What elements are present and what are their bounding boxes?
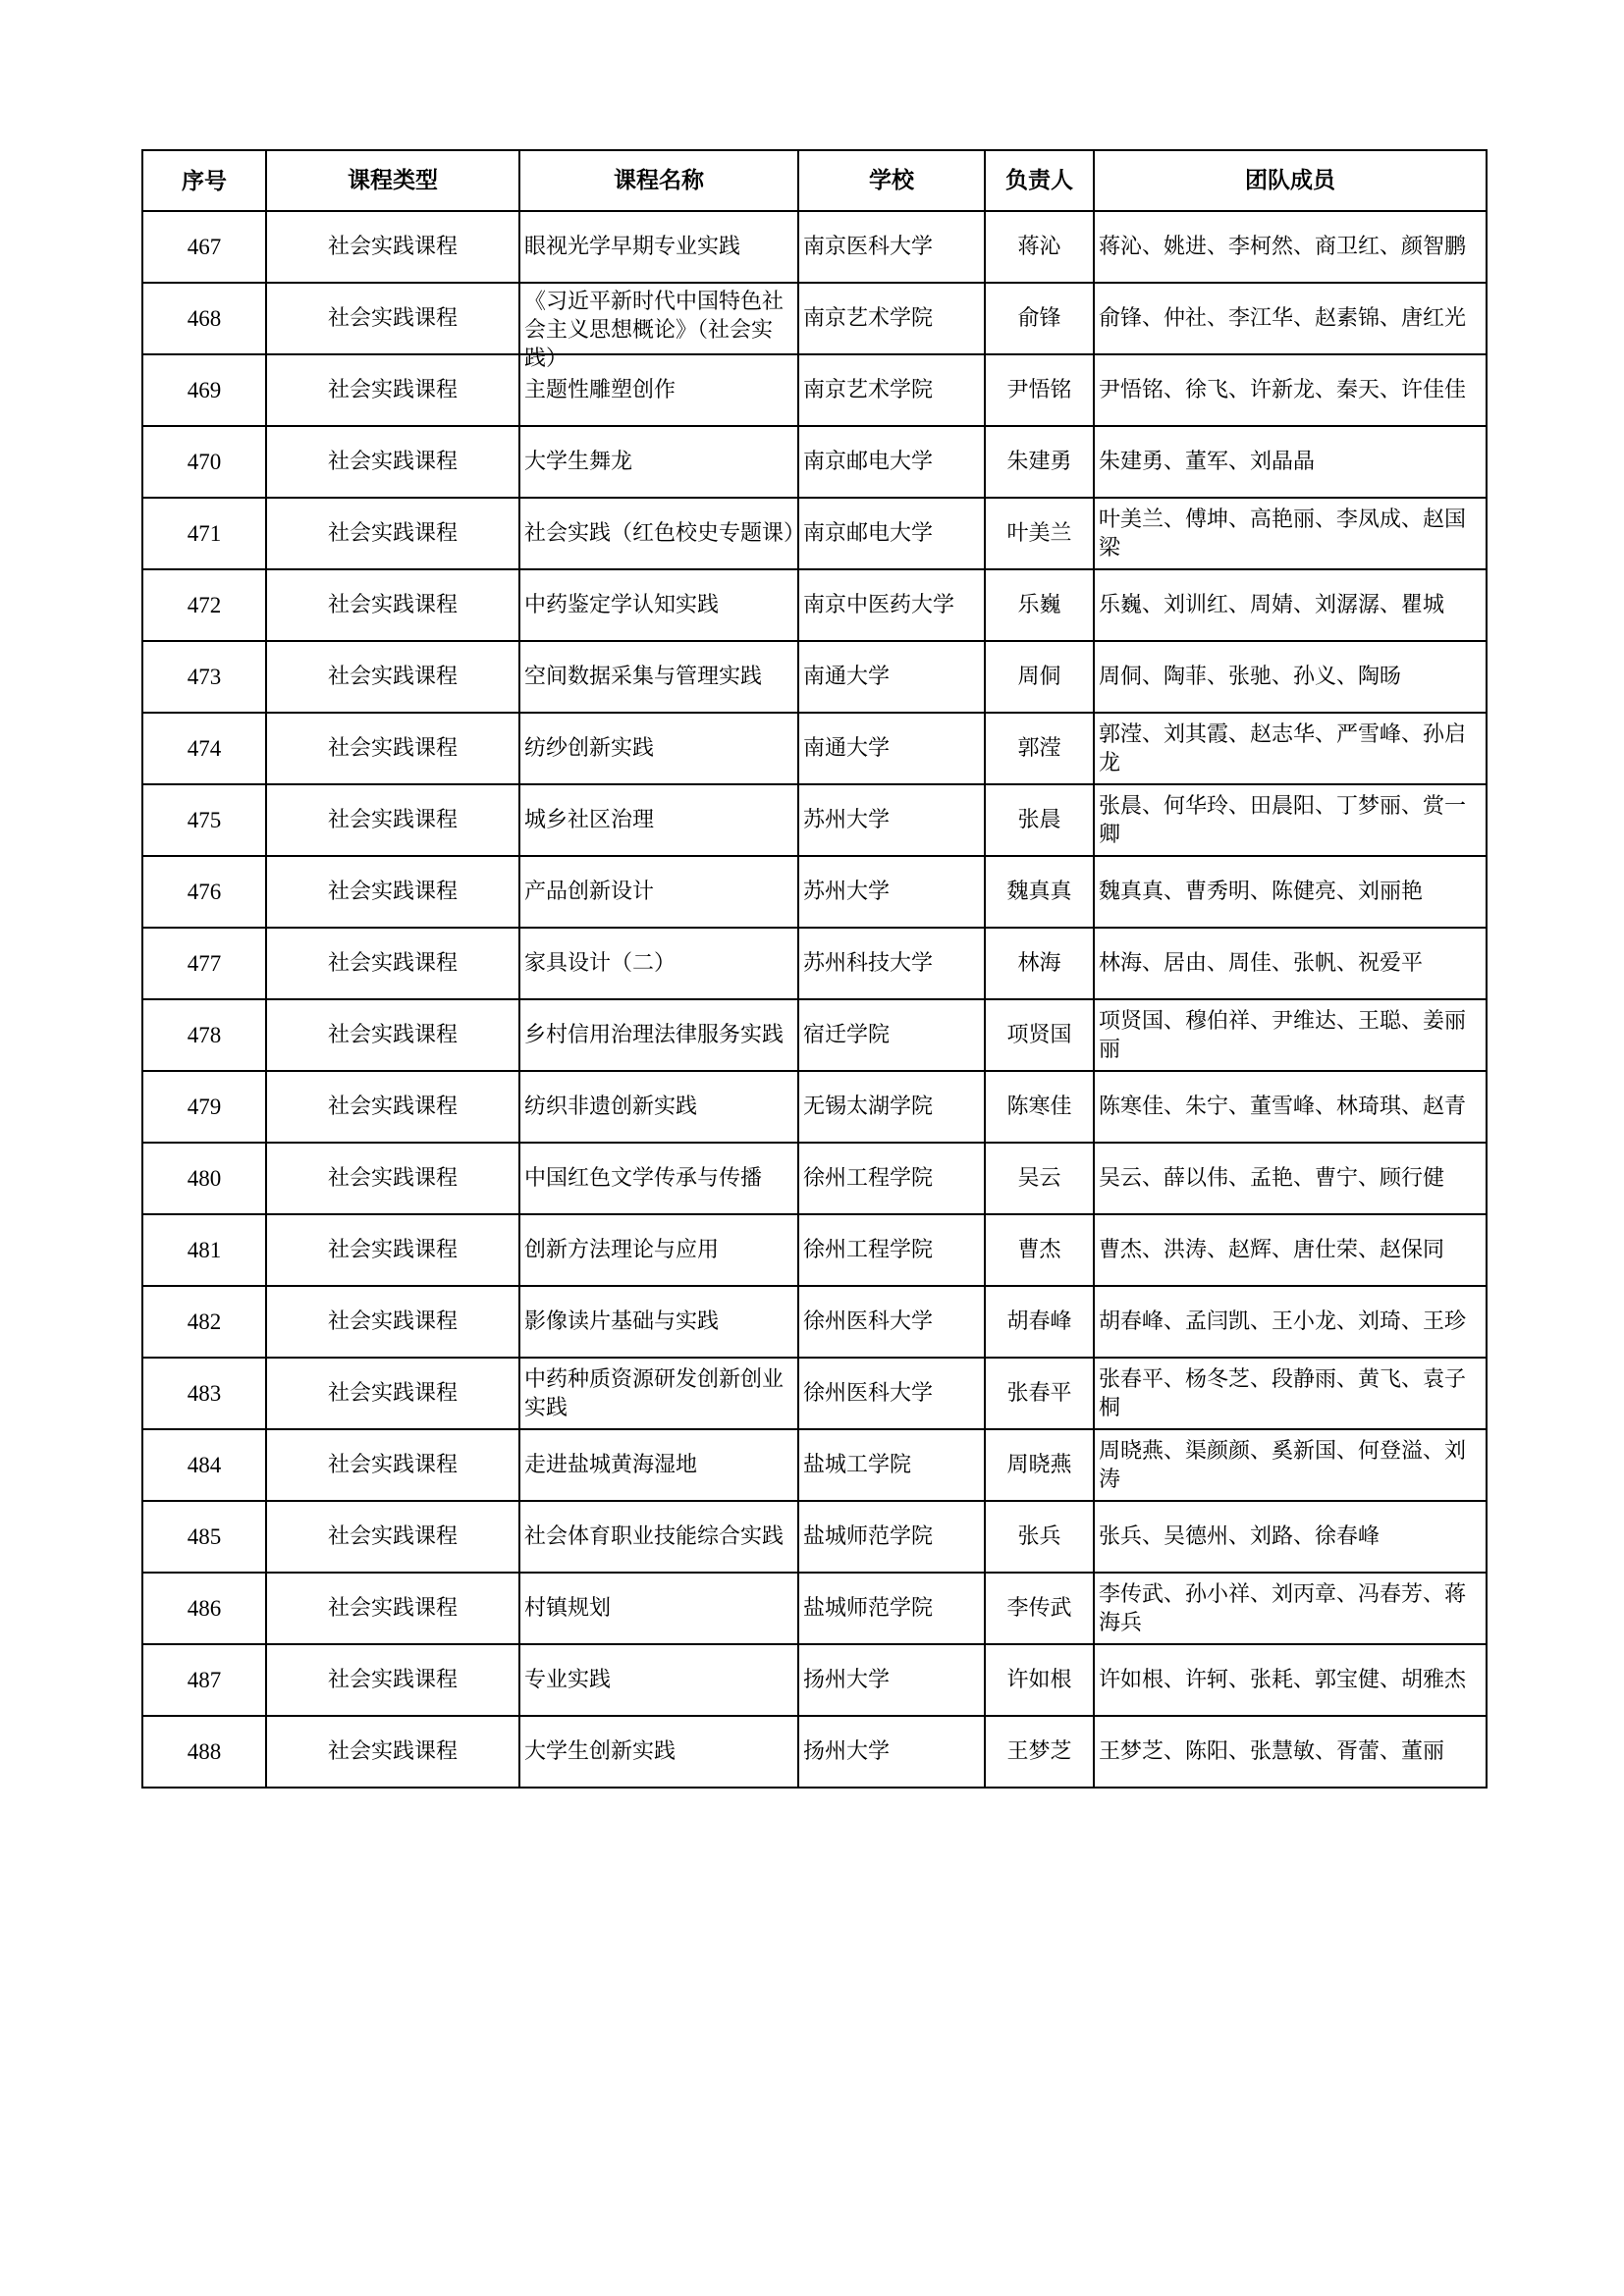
row-team-members [1094, 1573, 1487, 1644]
row-lead-text: 吴云 [1017, 1166, 1061, 1191]
row-school-text: 扬州大学 [803, 1668, 891, 1692]
row-lead-text: 项贤国 [1006, 1023, 1072, 1047]
row-course-type-text: 社会实践课程 [327, 593, 458, 617]
row-no-text: 478 [187, 1023, 222, 1047]
row-no-text: 486 [187, 1596, 222, 1621]
row-course-type [266, 211, 519, 283]
row-school-text: 南通大学 [803, 736, 891, 761]
row-no-text: 471 [187, 521, 222, 546]
row-school-text: 无锡太湖学院 [803, 1095, 934, 1119]
row-team-members [1094, 283, 1487, 354]
row-team-members [1094, 856, 1487, 928]
row-school [798, 856, 985, 928]
row-course-name-text: 眼视光学早期专业实践 [524, 235, 741, 259]
row-team-members [1094, 1143, 1487, 1214]
row-school-text: 盐城师范学院 [803, 1596, 934, 1621]
row-course-type [266, 856, 519, 928]
row-course-type [266, 1214, 519, 1286]
row-no [142, 1429, 266, 1501]
table-row [142, 641, 1487, 713]
row-course-name-text: 大学生创新实践 [524, 1739, 677, 1764]
row-course-name [519, 641, 798, 713]
row-course-name-text: 影像读片基础与实践 [524, 1309, 720, 1334]
row-course-name [519, 999, 798, 1071]
row-lead [985, 784, 1094, 856]
row-school [798, 1286, 985, 1358]
row-course-type-text: 社会实践课程 [327, 880, 458, 904]
row-course-type [266, 928, 519, 999]
table-row [142, 283, 1487, 354]
row-team-members-text: 尹悟铭、徐飞、许新龙、秦天、许佳佳 [1099, 378, 1467, 402]
row-school-text: 南京邮电大学 [803, 450, 934, 474]
row-course-name [519, 1286, 798, 1358]
table-row [142, 1286, 1487, 1358]
row-course-type-text: 社会实践课程 [327, 1381, 458, 1406]
table-body [142, 211, 1487, 1788]
row-team-members [1094, 569, 1487, 641]
row-team-members-text: 郭滢、刘其霞、赵志华、严雪峰、孙启龙 [1099, 721, 1467, 775]
row-school [798, 211, 985, 283]
row-lead [985, 211, 1094, 283]
row-course-name-text: 城乡社区治理 [524, 808, 655, 832]
row-lead-text: 张兵 [1017, 1524, 1061, 1549]
row-school [798, 1429, 985, 1501]
row-lead-text: 张晨 [1017, 808, 1061, 832]
row-team-members [1094, 354, 1487, 426]
row-school [798, 928, 985, 999]
row-lead-text: 林海 [1017, 951, 1061, 976]
row-course-name [519, 283, 798, 371]
row-team-members-text: 王梦芝、陈阳、张慧敏、胥蕾、董丽 [1099, 1739, 1445, 1764]
table-row [142, 1071, 1487, 1143]
row-lead [985, 856, 1094, 928]
table-row [142, 1358, 1487, 1429]
row-team-members [1094, 1501, 1487, 1573]
row-course-name [519, 928, 798, 999]
header-course-name: 课程名称 [519, 150, 798, 211]
row-school-text: 南通大学 [803, 665, 891, 689]
row-course-name [519, 1716, 798, 1788]
row-no-text: 477 [187, 951, 222, 976]
row-course-type-text: 社会实践课程 [327, 378, 458, 402]
row-no [142, 1716, 266, 1788]
row-team-members [1094, 713, 1487, 784]
row-team-members [1094, 426, 1487, 498]
row-no [142, 498, 266, 569]
row-course-name [519, 1501, 798, 1573]
row-lead [985, 1358, 1094, 1429]
table-row [142, 1716, 1487, 1788]
row-school-text: 苏州大学 [803, 808, 891, 832]
row-team-members-text: 胡春峰、孟闫凯、王小龙、刘琦、王珍 [1099, 1309, 1467, 1334]
course-table [141, 149, 1488, 1789]
row-team-members-text: 吴云、薛以伟、孟艳、曹宁、顾行健 [1099, 1166, 1445, 1191]
row-team-members-text: 张春平、杨冬芝、段静雨、黄飞、袁子桐 [1099, 1366, 1467, 1420]
row-lead [985, 1214, 1094, 1286]
row-course-type [266, 498, 519, 569]
row-course-type-text: 社会实践课程 [327, 1596, 458, 1621]
row-course-name-text: 产品创新设计 [524, 880, 655, 904]
row-course-name-text: 大学生舞龙 [524, 450, 633, 474]
row-course-type [266, 1716, 519, 1788]
row-lead-text: 李传武 [1006, 1596, 1072, 1621]
row-lead [985, 354, 1094, 426]
row-team-members-text: 周晓燕、渠颜颜、奚新国、何登溢、刘涛 [1099, 1438, 1467, 1492]
row-team-members [1094, 1214, 1487, 1286]
row-course-name-text: 《习近平新时代中国特色社会主义思想概论》（社会实践） [524, 289, 785, 371]
row-school-text: 南京医科大学 [803, 235, 934, 259]
row-school-text: 徐州工程学院 [803, 1238, 934, 1262]
row-team-members-text: 许如根、许轲、张耗、郭宝健、胡雅杰 [1099, 1668, 1467, 1692]
row-course-name-text: 纺纱创新实践 [524, 736, 655, 761]
row-team-members-text: 俞锋、仲社、李江华、赵素锦、唐红光 [1099, 306, 1467, 331]
row-school-text: 盐城工学院 [803, 1453, 912, 1477]
row-no-text: 479 [187, 1095, 222, 1119]
row-lead [985, 498, 1094, 569]
header-team: 团队成员 [1094, 150, 1487, 211]
row-course-type-text: 社会实践课程 [327, 1023, 458, 1047]
row-lead-text: 乐巍 [1017, 593, 1061, 617]
row-course-name-text: 中国红色文学传承与传播 [524, 1166, 763, 1191]
row-school [798, 713, 985, 784]
row-course-type-text: 社会实践课程 [327, 450, 458, 474]
row-course-name-text: 社会实践（红色校史专题课） [524, 521, 806, 546]
row-no [142, 1214, 266, 1286]
row-team-members-text: 陈寒佳、朱宁、董雪峰、林琦琪、赵青 [1099, 1095, 1467, 1119]
row-no [142, 713, 266, 784]
table-row [142, 354, 1487, 426]
row-school-text: 徐州医科大学 [803, 1309, 934, 1334]
table-row [142, 856, 1487, 928]
row-school-text: 南京艺术学院 [803, 378, 934, 402]
row-no [142, 569, 266, 641]
row-course-type-text: 社会实践课程 [327, 808, 458, 832]
row-course-name-text: 主题性雕塑创作 [524, 378, 677, 402]
row-no-text: 481 [187, 1238, 222, 1262]
row-team-members [1094, 1358, 1487, 1429]
row-course-name-text: 社会体育职业技能综合实践 [524, 1524, 785, 1549]
row-no-text: 480 [187, 1166, 222, 1191]
row-lead-text: 周侗 [1017, 665, 1061, 689]
row-school [798, 999, 985, 1071]
row-lead-text: 曹杰 [1017, 1238, 1061, 1262]
row-team-members [1094, 1716, 1487, 1788]
row-course-type [266, 283, 519, 354]
row-school [798, 354, 985, 426]
row-lead [985, 426, 1094, 498]
row-school [798, 1143, 985, 1214]
table-row [142, 713, 1487, 784]
row-school-text: 徐州医科大学 [803, 1381, 934, 1406]
row-no [142, 999, 266, 1071]
row-no-text: 475 [187, 808, 222, 832]
row-team-members-text: 蒋沁、姚进、李柯然、商卫红、颜智鹏 [1099, 235, 1467, 259]
row-course-name [519, 1644, 798, 1716]
row-course-type-text: 社会实践课程 [327, 736, 458, 761]
row-team-members [1094, 928, 1487, 999]
row-lead [985, 713, 1094, 784]
row-course-type [266, 1429, 519, 1501]
row-school [798, 283, 985, 354]
row-no [142, 211, 266, 283]
row-course-type [266, 426, 519, 498]
row-school [798, 1214, 985, 1286]
row-lead-text: 俞锋 [1017, 306, 1061, 331]
row-school [798, 426, 985, 498]
row-course-name [519, 498, 806, 569]
row-no [142, 1286, 266, 1358]
row-course-type-text: 社会实践课程 [327, 951, 458, 976]
row-school [798, 1358, 985, 1429]
row-course-type-text: 社会实践课程 [327, 235, 458, 259]
table-row [142, 1429, 1487, 1501]
row-lead-text: 尹悟铭 [1006, 378, 1072, 402]
table-row [142, 928, 1487, 999]
row-course-name-text: 中药鉴定学认知实践 [524, 593, 720, 617]
row-course-name [519, 426, 798, 498]
row-no-text: 472 [187, 593, 222, 617]
header-lead: 负责人 [985, 150, 1094, 211]
table-header-row [142, 150, 1487, 211]
table-row [142, 1214, 1487, 1286]
row-no [142, 928, 266, 999]
row-team-members [1094, 1286, 1487, 1358]
row-course-name-text: 空间数据采集与管理实践 [524, 665, 763, 689]
row-lead [985, 1143, 1094, 1214]
table-row [142, 1143, 1487, 1214]
row-lead [985, 283, 1094, 354]
row-course-type [266, 784, 519, 856]
row-course-type-text: 社会实践课程 [327, 1309, 458, 1334]
table-row [142, 498, 1487, 569]
row-no-text: 487 [187, 1668, 222, 1692]
row-team-members [1094, 999, 1487, 1071]
row-course-type [266, 1644, 519, 1716]
row-lead [985, 1286, 1094, 1358]
row-course-type [266, 641, 519, 713]
row-lead-text: 郭滢 [1017, 736, 1061, 761]
row-school-text: 扬州大学 [803, 1739, 891, 1764]
row-team-members-text: 林海、居由、周佳、张帆、祝爱平 [1099, 951, 1424, 976]
row-school [798, 641, 985, 713]
row-no [142, 283, 266, 354]
table-row [142, 999, 1487, 1071]
row-school-text: 宿迁学院 [803, 1023, 891, 1047]
row-course-name-text: 纺织非遗创新实践 [524, 1095, 698, 1119]
header-school: 学校 [798, 150, 985, 211]
row-no-text: 468 [187, 306, 222, 331]
row-course-type-text: 社会实践课程 [327, 1668, 458, 1692]
row-no-text: 473 [187, 665, 222, 689]
row-lead [985, 999, 1094, 1071]
row-school [798, 1501, 985, 1573]
row-team-members-text: 朱建勇、董军、刘晶晶 [1099, 450, 1316, 474]
row-course-name [519, 1071, 798, 1143]
row-no [142, 1644, 266, 1716]
row-lead-text: 朱建勇 [1006, 450, 1072, 474]
row-team-members [1094, 1429, 1487, 1501]
row-no-text: 482 [187, 1309, 222, 1334]
row-no-text: 470 [187, 450, 222, 474]
row-school-text: 苏州大学 [803, 880, 891, 904]
table-row [142, 569, 1487, 641]
row-course-type-text: 社会实践课程 [327, 1739, 458, 1764]
row-school [798, 1716, 985, 1788]
row-no [142, 426, 266, 498]
row-no [142, 354, 266, 426]
row-course-type [266, 1071, 519, 1143]
row-course-name-text: 乡村信用治理法律服务实践 [524, 1023, 785, 1047]
row-course-type [266, 1358, 519, 1429]
row-team-members-text: 叶美兰、傅坤、高艳丽、李凤成、赵国梁 [1099, 507, 1467, 561]
row-school [798, 1071, 985, 1143]
row-school [798, 1573, 985, 1644]
row-no [142, 784, 266, 856]
row-course-name-text: 专业实践 [524, 1668, 612, 1692]
row-lead [985, 569, 1094, 641]
row-lead-text: 周晓燕 [1006, 1453, 1072, 1477]
row-no-text: 488 [187, 1739, 222, 1764]
row-lead-text: 张春平 [1006, 1381, 1072, 1406]
row-course-type [266, 999, 519, 1071]
row-course-type-text: 社会实践课程 [327, 1095, 458, 1119]
row-team-members [1094, 1071, 1487, 1143]
row-lead [985, 1573, 1094, 1644]
row-lead-text: 魏真真 [1006, 880, 1072, 904]
row-course-type [266, 1143, 519, 1214]
row-no [142, 1358, 266, 1429]
table-row [142, 1573, 1487, 1644]
row-lead-text: 胡春峰 [1006, 1309, 1072, 1334]
row-school [798, 569, 985, 641]
row-course-name-text: 走进盐城黄海湿地 [524, 1453, 698, 1477]
row-no-text: 483 [187, 1381, 222, 1406]
row-school-text: 南京艺术学院 [803, 306, 934, 331]
header-no: 序号 [142, 150, 266, 211]
row-course-name [519, 1143, 798, 1214]
row-course-type-text: 社会实践课程 [327, 306, 458, 331]
row-course-type [266, 713, 519, 784]
row-team-members [1094, 784, 1487, 856]
row-lead-text: 蒋沁 [1017, 235, 1061, 259]
row-course-type-text: 社会实践课程 [327, 1453, 458, 1477]
row-no-text: 467 [187, 235, 222, 259]
row-course-name-text: 家具设计（二） [524, 951, 677, 976]
row-team-members [1094, 498, 1487, 569]
row-school-text: 苏州科技大学 [803, 951, 934, 976]
row-school [798, 1644, 985, 1716]
table-row [142, 1501, 1487, 1573]
table-row [142, 784, 1487, 856]
row-course-type-text: 社会实践课程 [327, 1524, 458, 1549]
row-no [142, 1573, 266, 1644]
row-course-name [519, 211, 798, 283]
row-school [798, 784, 985, 856]
row-lead [985, 1429, 1094, 1501]
row-course-name [519, 569, 798, 641]
row-school [798, 498, 985, 569]
row-lead [985, 1071, 1094, 1143]
row-lead-text: 叶美兰 [1006, 521, 1072, 546]
row-lead-text: 陈寒佳 [1006, 1095, 1072, 1119]
row-course-name [519, 856, 798, 928]
row-no-text: 485 [187, 1524, 222, 1549]
row-course-type [266, 1501, 519, 1573]
table-row [142, 1644, 1487, 1716]
row-course-name-text: 中药种质资源研发创新创业实践 [524, 1366, 785, 1420]
row-school-text: 南京中医药大学 [803, 593, 955, 617]
row-course-name-text: 村镇规划 [524, 1596, 612, 1621]
row-no [142, 641, 266, 713]
row-course-type [266, 569, 519, 641]
row-course-type [266, 1286, 519, 1358]
table-row [142, 211, 1487, 283]
row-lead [985, 928, 1094, 999]
row-course-type [266, 1573, 519, 1644]
row-no-text: 484 [187, 1453, 222, 1477]
row-lead-text: 王梦芝 [1006, 1739, 1072, 1764]
row-lead [985, 1644, 1094, 1716]
row-no [142, 1143, 266, 1214]
row-no-text: 469 [187, 378, 222, 402]
row-no-text: 474 [187, 736, 222, 761]
row-course-type-text: 社会实践课程 [327, 665, 458, 689]
row-course-type-text: 社会实践课程 [327, 1166, 458, 1191]
row-course-name [519, 713, 798, 784]
row-lead [985, 1716, 1094, 1788]
row-course-name [519, 784, 798, 856]
row-lead [985, 641, 1094, 713]
row-course-name [519, 1573, 798, 1644]
row-no [142, 1071, 266, 1143]
row-no-text: 476 [187, 880, 222, 904]
row-course-name [519, 1214, 798, 1286]
row-team-members-text: 项贤国、穆伯祥、尹维达、王聪、姜丽丽 [1099, 1008, 1467, 1062]
row-course-type [266, 354, 519, 426]
row-team-members [1094, 641, 1487, 713]
row-lead-text: 许如根 [1006, 1668, 1072, 1692]
row-no [142, 856, 266, 928]
row-course-type-text: 社会实践课程 [327, 1238, 458, 1262]
row-team-members [1094, 211, 1487, 283]
row-course-name [519, 1429, 798, 1501]
row-school-text: 南京邮电大学 [803, 521, 934, 546]
row-team-members-text: 张晨、何华玲、田晨阳、丁梦丽、赏一卿 [1099, 793, 1467, 847]
row-course-name-text: 创新方法理论与应用 [524, 1238, 720, 1262]
table-row [142, 426, 1487, 498]
row-team-members-text: 李传武、孙小祥、刘丙章、冯春芳、蒋海兵 [1099, 1581, 1467, 1635]
row-team-members-text: 魏真真、曹秀明、陈健亮、刘丽艳 [1099, 880, 1424, 904]
row-school-text: 盐城师范学院 [803, 1524, 934, 1549]
row-team-members [1094, 1644, 1487, 1716]
row-lead [985, 1501, 1094, 1573]
row-team-members-text: 曹杰、洪涛、赵辉、唐仕荣、赵保同 [1099, 1238, 1445, 1262]
row-course-name [519, 1358, 798, 1429]
header-course-type: 课程类型 [266, 150, 519, 211]
row-team-members-text: 张兵、吴德州、刘路、徐春峰 [1099, 1524, 1380, 1549]
row-team-members-text: 周侗、陶菲、张驰、孙义、陶旸 [1099, 665, 1402, 689]
row-team-members-text: 乐巍、刘训红、周婧、刘潺潺、瞿城 [1099, 593, 1445, 617]
row-no [142, 1501, 266, 1573]
row-school-text: 徐州工程学院 [803, 1166, 934, 1191]
row-course-type-text: 社会实践课程 [327, 521, 458, 546]
